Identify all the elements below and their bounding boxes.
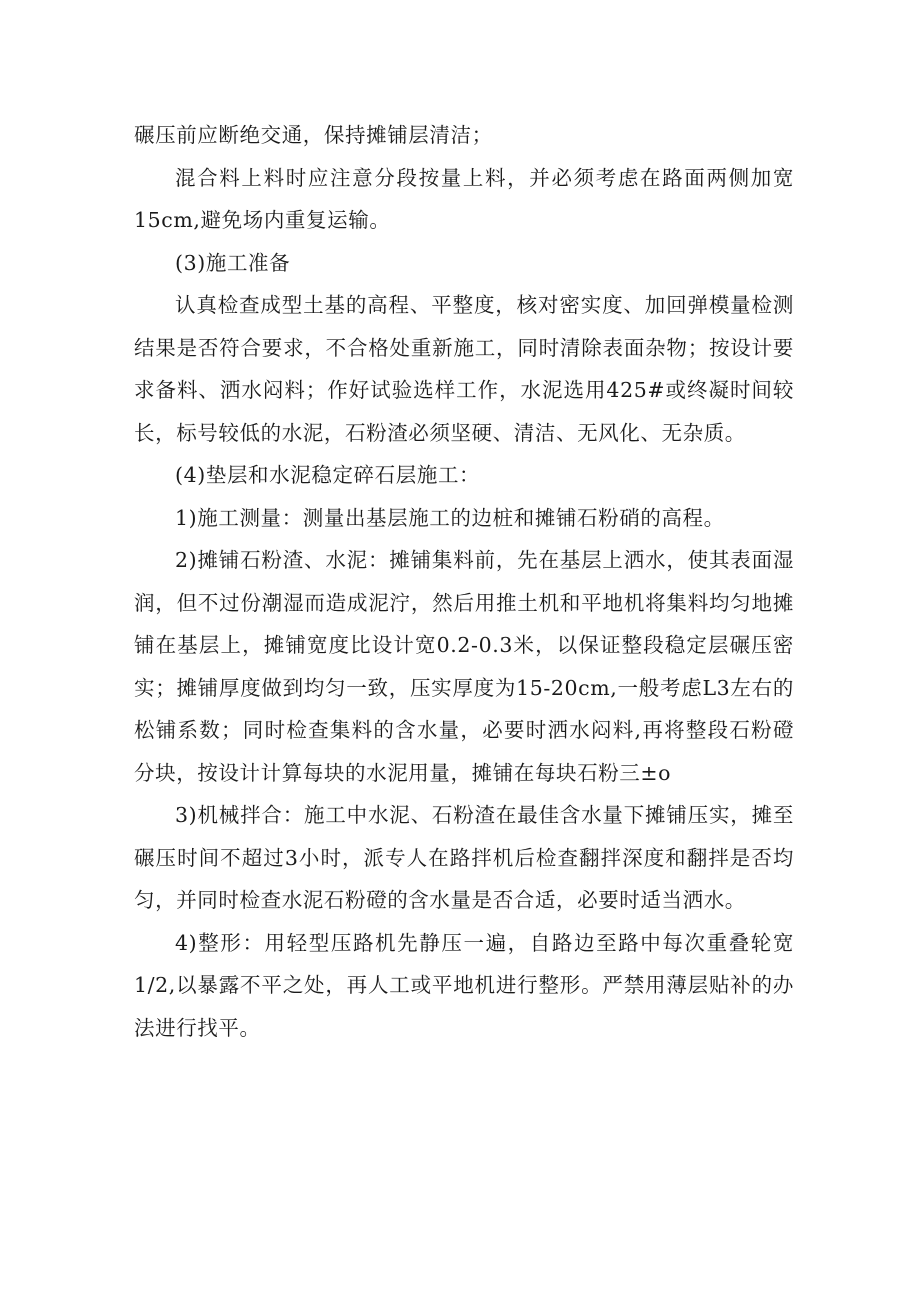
- paragraph-4: 认真检查成型土基的高程、平整度，核对密实度、加回弹模量检测结果是否符合要求，不合格处重新施工，同时清除表面杂物；按设计要求备料、洒水闷料；作好试验选样工作，水泥选用425#或终凝时间较长，标号较低的水泥，石粉渣必须坚硬、清洁、无风化、无杂质。: [134, 293, 794, 445]
- paragraph-2: 混合料上料时应注意分段按量上料，并必须考虑在路面两侧加宽15cm,避免场内重复运输。: [134, 165, 794, 232]
- paragraph-step-3: 3)机械拌合：施工中水泥、石粉渣在最佳含水量下摊铺压实，摊至碾压时间不超过3小时，派专人在路拌机后检查翻拌深度和翻拌是否均匀，并同时检查水泥石粉磴的含水量是否合适，必要时适当洒水。: [134, 803, 794, 912]
- paragraph-step-2: 2)摊铺石粉渣、水泥：摊铺集料前，先在基层上洒水，使其表面湿润，但不过份潮湿而造成泥泞，然后用推土机和平地机将集料均匀地摊铺在基层上，摊铺宽度比设计宽0.2-0.3米，以保证整段稳定层碾压密实；摊铺厚度做到均匀一致，压实厚度为15-20cm,一般考虑L3左右的松铺系数；同时检查集料的含水量，必要时洒水闷料,再将整段石粉磴分块，按设计计算每块的水泥用量，摊铺在每块石粉三±o: [134, 548, 794, 785]
- section-heading-3: (3)施工准备: [175, 250, 291, 275]
- paragraph-1: 碾压前应断绝交通，保持摊铺层清洁；: [134, 123, 493, 147]
- document-body: [134, 114, 794, 1049]
- paragraph-step-4: 4)整形：用轻型压路机先静压一遍，自路边至路中每次重叠轮宽1/2,以暴露不平之处，再人工或平地机进行整形。严禁用薄层贴补的办法进行找平。: [134, 930, 794, 1040]
- paragraph-step-1: 1)施工测量：测量出基层施工的边桩和摊铺石粉硝的高程。: [175, 505, 725, 530]
- section-heading-4: (4)垫层和水泥稳定碎石层施工：: [175, 463, 481, 487]
